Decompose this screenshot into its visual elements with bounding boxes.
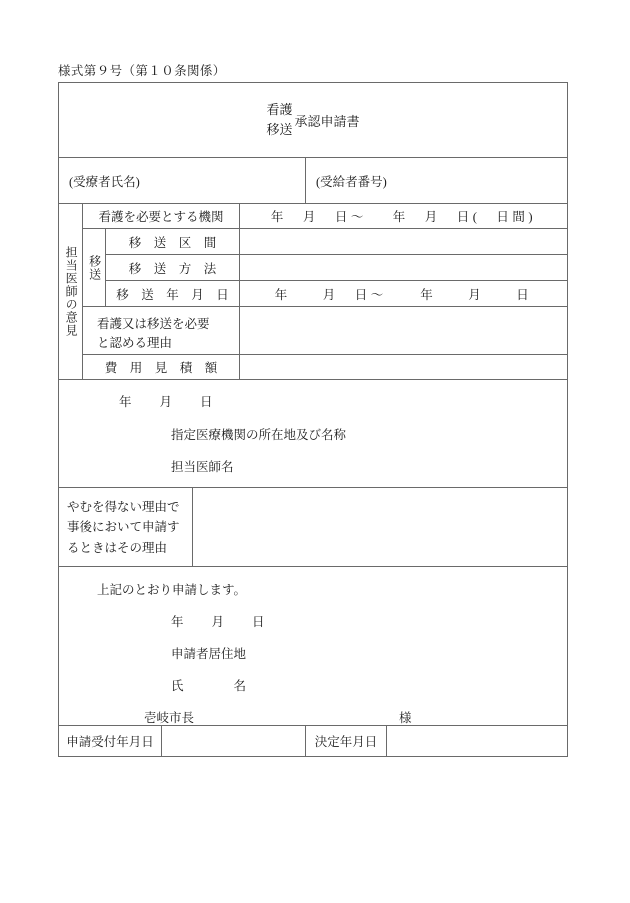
applicant-name-label[interactable]: 氏 名 <box>171 679 247 693</box>
transport-date-label: 移 送 年 月 日 <box>106 281 240 306</box>
late-reason-label-line3: るときはその理由 <box>67 540 168 555</box>
title-word-transport: 移送 <box>266 122 293 137</box>
title-word-nursing: 看護 <box>266 101 293 117</box>
recipient-number-cell[interactable]: (受給者番号) <box>316 174 387 189</box>
form-number-caption: 様式第９号（第１０条関係） <box>58 64 226 78</box>
transport-period-end: 年 月 日 <box>420 287 533 302</box>
application-block <box>59 567 567 726</box>
late-reason-label <box>59 488 193 566</box>
nursing-reason-label-line2: と認める理由 <box>97 335 173 350</box>
doctor-signature-date[interactable]: 年 月 日 <box>119 395 214 409</box>
office-use-row <box>59 726 567 756</box>
transport-method-label: 移 送 方 法 <box>106 255 240 280</box>
title-stacked-words <box>266 100 292 140</box>
transport-vertical-label: 移送 <box>83 229 106 306</box>
doctor-opinion-vertical-label: 担当医師の意見 <box>59 204 83 379</box>
late-reason-row <box>59 488 567 567</box>
nursing-reason-label-line1: 看護又は移送を必要 <box>97 317 210 331</box>
transport-method-row <box>106 255 567 281</box>
doctor-signature-block <box>59 380 567 488</box>
patient-name-cell[interactable]: (受療者氏名) <box>59 158 306 203</box>
late-reason-label-line1: やむを得ない理由で <box>67 500 180 514</box>
application-date[interactable]: 年 月 日 <box>171 615 266 629</box>
nursing-reason-row <box>83 307 567 355</box>
receipt-date-value[interactable] <box>162 726 306 756</box>
cost-estimate-label: 費 用 見 積 額 <box>83 355 240 379</box>
transport-method-value[interactable] <box>240 255 567 280</box>
applicant-header-row <box>59 158 567 204</box>
attending-doctor-name-label[interactable]: 担当医師名 <box>171 460 234 474</box>
nursing-period-start: 年 月 日〜 <box>270 210 367 224</box>
transport-date-row <box>106 281 567 306</box>
mayor-label: 壱岐市長 <box>144 711 195 725</box>
transport-date-value[interactable] <box>240 281 567 306</box>
honorific-label: 様 <box>399 711 412 725</box>
nursing-institution-label: 看護を必要とする機関 <box>83 204 240 228</box>
receipt-date-label: 申請受付年月日 <box>59 726 162 756</box>
form-frame <box>58 82 568 757</box>
decision-date-value[interactable] <box>387 726 567 756</box>
cost-estimate-row <box>83 355 567 379</box>
transport-section-label: 移 送 区 間 <box>106 229 240 254</box>
nursing-period-end: 年 月 日( 日間) <box>392 210 537 224</box>
title-main-text: 承認申請書 <box>294 114 360 129</box>
application-statement: 上記のとおり申請します。 <box>97 583 247 597</box>
form-title-block <box>59 83 567 158</box>
transport-period-start: 年 月 日〜 <box>274 287 387 302</box>
transport-section-row <box>106 229 567 255</box>
late-reason-value[interactable] <box>193 488 567 566</box>
nursing-institution-value[interactable] <box>240 204 567 228</box>
applicant-address-label[interactable]: 申請者居住地 <box>171 647 247 661</box>
doctor-opinion-rows <box>83 204 567 379</box>
nursing-reason-label <box>83 307 240 354</box>
transport-rows <box>106 229 567 306</box>
designated-institution-label[interactable]: 指定医療機関の所在地及び名称 <box>171 428 347 442</box>
doctor-opinion-block <box>59 204 567 380</box>
decision-date-label: 決定年月日 <box>306 726 387 756</box>
late-reason-label-line2: 事後において申請す <box>67 520 180 535</box>
transport-section-value[interactable] <box>240 229 567 254</box>
cost-estimate-value[interactable] <box>240 355 567 379</box>
nursing-reason-value[interactable] <box>240 307 567 354</box>
nursing-institution-row <box>83 204 567 229</box>
transport-block <box>83 229 567 307</box>
